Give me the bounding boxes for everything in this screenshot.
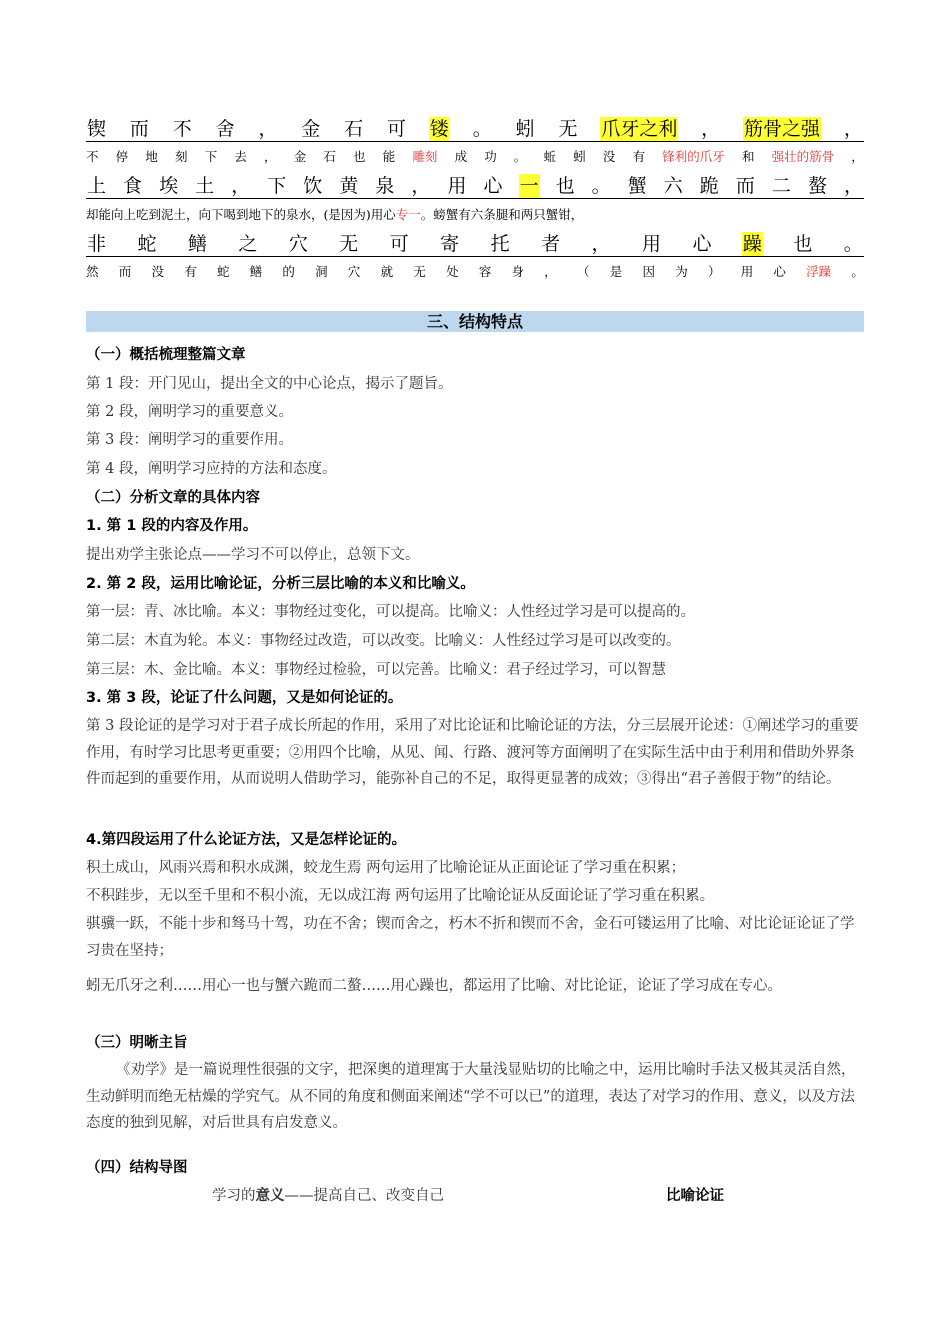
text-segment: 没 xyxy=(151,264,164,279)
text-segment: 饮 xyxy=(303,175,323,197)
text-segment: 。 xyxy=(843,233,863,255)
text-segment: 无 xyxy=(558,118,578,140)
answer-3: 第 3 段论证的是学习对于君子成长所起的作用，采用了对比论证和比喻论证的方法，分三层展开论述：①阐述学习的重要作用，有时学习比思考更重要；②用四个比喻，从见、闻、行路、渡河等方面阐明了在实际生活中由于利用和借助外界条件而起到的重要作用，从而说明人借助学习，能弥补自己的不足，取得更显著的成效；③得出“君子善假于物”的结论。 xyxy=(86,718,859,787)
text-segment: 用 xyxy=(740,264,754,279)
key-translation: 锋利的爪牙 xyxy=(662,149,725,164)
text-segment: 身 xyxy=(511,264,525,279)
text-segment: 。螃蟹有六条腿和两只蟹钳， xyxy=(420,207,584,222)
original-line-3 xyxy=(86,230,864,257)
text-segment: 下 xyxy=(267,175,287,197)
highlighted-phrase: 躁 xyxy=(742,233,762,255)
text-segment: 。 xyxy=(591,175,611,197)
highlighted-phrase: 一 xyxy=(519,175,539,197)
text-segment: 用 xyxy=(447,175,467,197)
text-segment: 心 xyxy=(773,264,786,279)
text-segment: ， xyxy=(843,118,863,140)
text-segment: 就 xyxy=(380,264,394,279)
text-segment: （ xyxy=(577,264,590,279)
text-segment: 洞 xyxy=(315,264,328,279)
text-segment: 石 xyxy=(344,118,364,140)
section-title: 三、结构特点 xyxy=(86,311,864,332)
text-segment: 。 xyxy=(851,264,864,279)
highlighted-phrase: 筋骨之强 xyxy=(744,118,821,140)
text-segment: 泉 xyxy=(375,175,395,197)
map-prefix: 学习的 xyxy=(212,1188,256,1204)
text-segment: 下 xyxy=(204,149,218,164)
text-segment: 地 xyxy=(145,149,158,164)
text-segment: ， xyxy=(701,118,721,140)
text-segment: 可 xyxy=(389,233,409,255)
highlighted-phrase: 爪牙之利 xyxy=(601,118,678,140)
text-segment: 然 xyxy=(86,264,99,279)
text-segment: 容 xyxy=(478,264,492,279)
text-segment: 蛇 xyxy=(216,264,230,279)
text-segment: 而 xyxy=(735,175,755,197)
key-translation: 强壮的筋骨 xyxy=(771,149,835,164)
text-segment: 可 xyxy=(387,118,407,140)
text-segment: 锲 xyxy=(87,118,107,140)
heading-analysis: （二）分析文章的具体内容 xyxy=(86,490,260,506)
text-segment: 能 xyxy=(382,149,396,164)
question-2: 2. 第 2 段，运用比喻论证，分析三层比喻的本义和比喻义。 xyxy=(86,576,475,592)
theme-paragraph: 《劝学》是一篇说理性很强的文字，把深奥的道理寓于大量浅显贴切的比喻之中，运用比喻时手法又极其灵活自然，生动鲜明而绝无枯燥的学究气。从不同的角度和侧面来阐述“学不可以已”的道理，表达了对学习的作用、意义，以及方法态度的独到见解，对后世具有启发意义。 xyxy=(86,1062,856,1131)
answer-4-line-2: 不积跬步，无以至千里和不积小流，无以成江海 两句运用了比喻论证从反面论证了学习重在积累。 xyxy=(86,888,715,904)
answer-2-layer-3: 第三层：木、金比喻。本义：事物经过检验，可以完善。比喻义：君子经过学习，可以智慧 xyxy=(86,662,666,678)
original-line-1 xyxy=(86,115,864,142)
text-segment: 土 xyxy=(195,175,215,197)
text-segment: 心 xyxy=(483,175,503,197)
translation-line-2 xyxy=(86,205,864,225)
text-segment: 蚯 xyxy=(543,149,557,164)
text-segment: 却能向上吃到泥土，向下喝到地下的泉水，(是因为)用心 xyxy=(86,207,396,222)
text-segment: 功 xyxy=(484,149,497,164)
key-translation: 浮躁 xyxy=(806,264,832,279)
text-segment: 也 xyxy=(793,233,813,255)
text-segment: 托 xyxy=(490,233,510,255)
text-segment: ， xyxy=(258,118,278,140)
text-segment: 处 xyxy=(446,264,459,279)
text-segment: 蚓 xyxy=(573,149,586,164)
text-segment: 不 xyxy=(86,149,99,164)
translation-line-1 xyxy=(86,147,864,167)
text-segment: 为 xyxy=(675,264,688,279)
text-segment: 穴 xyxy=(347,264,361,279)
text-segment: 有 xyxy=(184,264,197,279)
outline-item: 第 2 段，阐明学习的重要意义。 xyxy=(86,404,293,420)
text-segment: 石 xyxy=(323,149,336,164)
text-segment: 也 xyxy=(555,175,575,197)
key-translation: 雕刻 xyxy=(412,149,438,164)
text-segment: 寄 xyxy=(440,233,460,255)
text-segment: 舍 xyxy=(215,118,235,140)
answer-4-line-1: 积土成山，风雨兴焉和积水成渊，蛟龙生焉 两句运用了比喻论证从正面论证了学习重在积累； xyxy=(86,860,686,876)
map-method-label: 比喻论证 xyxy=(666,1188,724,1204)
text-segment: 成 xyxy=(454,149,468,164)
text-segment: ， xyxy=(264,149,277,164)
text-segment: 没 xyxy=(602,149,616,164)
text-segment: ） xyxy=(707,264,721,279)
structure-map-node xyxy=(212,1186,444,1206)
question-1: 1. 第 1 段的内容及作用。 xyxy=(86,518,258,534)
highlighted-phrase: 镂 xyxy=(429,118,449,140)
text-segment: 蚓 xyxy=(515,118,535,140)
answer-4-line-4: 蚓无爪牙之利……用心一也与蟹六跪而二螯……用心躁也，都运用了比喻、对比论证，论证了学习成在专心。 xyxy=(86,978,782,994)
text-segment: ， xyxy=(851,149,864,164)
text-segment: 埃 xyxy=(159,175,179,197)
text-segment: 金 xyxy=(301,118,321,140)
outline-item: 第 3 段：阐明学习的重要作用。 xyxy=(86,432,293,448)
question-3: 3. 第 3 段，论证了什么问题，又是如何论证的。 xyxy=(86,690,403,706)
question-4: 4.第四段运用了什么论证方法，又是怎样论证的。 xyxy=(86,832,407,848)
text-segment: 螯 xyxy=(807,175,827,197)
text-segment: 也 xyxy=(353,149,366,164)
text-segment: 而 xyxy=(129,118,149,140)
text-segment: ， xyxy=(411,175,431,197)
text-segment: 停 xyxy=(115,149,129,164)
text-segment: 用 xyxy=(641,233,661,255)
text-segment: 金 xyxy=(293,149,307,164)
text-segment: 去 xyxy=(234,149,247,164)
map-key: 意义 xyxy=(255,1188,285,1204)
text-segment: 穴 xyxy=(288,233,308,255)
heading-theme: （三）明晰主旨 xyxy=(86,1035,188,1051)
text-segment: 。 xyxy=(472,118,492,140)
text-segment: 和 xyxy=(741,149,755,164)
map-rest: ——提高自己、改变自己 xyxy=(284,1188,444,1204)
answer-2-layer-1: 第一层：青、冰比喻。本义：事物经过变化，可以提高。比喻义：人性经过学习是可以提高的。 xyxy=(86,604,695,620)
text-segment: 黄 xyxy=(339,175,359,197)
text-segment: 二 xyxy=(771,175,791,197)
text-segment: 鳝 xyxy=(187,233,207,255)
text-segment: ， xyxy=(843,175,863,197)
text-segment: 无 xyxy=(339,233,359,255)
heading-structure-map: （四）结构导图 xyxy=(86,1160,188,1176)
text-segment: 无 xyxy=(413,264,426,279)
key-translation: 专一 xyxy=(395,207,421,222)
text-segment: 六 xyxy=(663,175,683,197)
text-segment: 鳝 xyxy=(249,264,263,279)
text-segment: ， xyxy=(544,264,557,279)
text-segment: 蟹 xyxy=(627,175,647,197)
outline-item: 第 1 段：开门见山，提出全文的中心论点，揭示了题旨。 xyxy=(86,376,453,392)
text-segment: 不 xyxy=(172,118,192,140)
text-segment: 食 xyxy=(123,175,143,197)
text-segment: 之 xyxy=(238,233,258,255)
text-segment: ， xyxy=(591,233,611,255)
text-segment: 上 xyxy=(87,175,107,197)
answer-4-line-3: 骐骥一跃，不能十步和驽马十驾，功在不舍；锲而舍之，朽木不折和锲而不舍，金石可镂运用了比喻、对比论证论证了学习贵在坚持； xyxy=(86,916,855,959)
text-segment: 心 xyxy=(692,233,712,255)
text-segment: 非 xyxy=(87,233,107,255)
text-segment: ， xyxy=(231,175,251,197)
text-segment: 者 xyxy=(541,233,561,255)
text-segment: 因 xyxy=(642,264,655,279)
outline-item: 第 4 段，阐明学习应持的方法和态度。 xyxy=(86,461,337,477)
original-line-2 xyxy=(86,172,864,199)
heading-outline: （一）概括梳理整篇文章 xyxy=(86,347,246,363)
text-segment: 的 xyxy=(282,264,295,279)
text-segment: 。 xyxy=(513,149,527,164)
answer-2-layer-2: 第二层：木直为轮。本义：事物经过改造，可以改变。比喻义：人性经过学习是可以改变的。 xyxy=(86,633,681,649)
text-segment: 是 xyxy=(609,264,623,279)
text-segment: 而 xyxy=(118,264,132,279)
translation-line-3 xyxy=(86,262,864,282)
text-segment: 蛇 xyxy=(137,233,157,255)
text-segment: 跪 xyxy=(699,175,719,197)
text-segment: 有 xyxy=(632,149,646,164)
text-segment: 刻 xyxy=(175,149,188,164)
answer-1: 提出劝学主张论点——学习不可以停止，总领下文。 xyxy=(86,547,420,563)
